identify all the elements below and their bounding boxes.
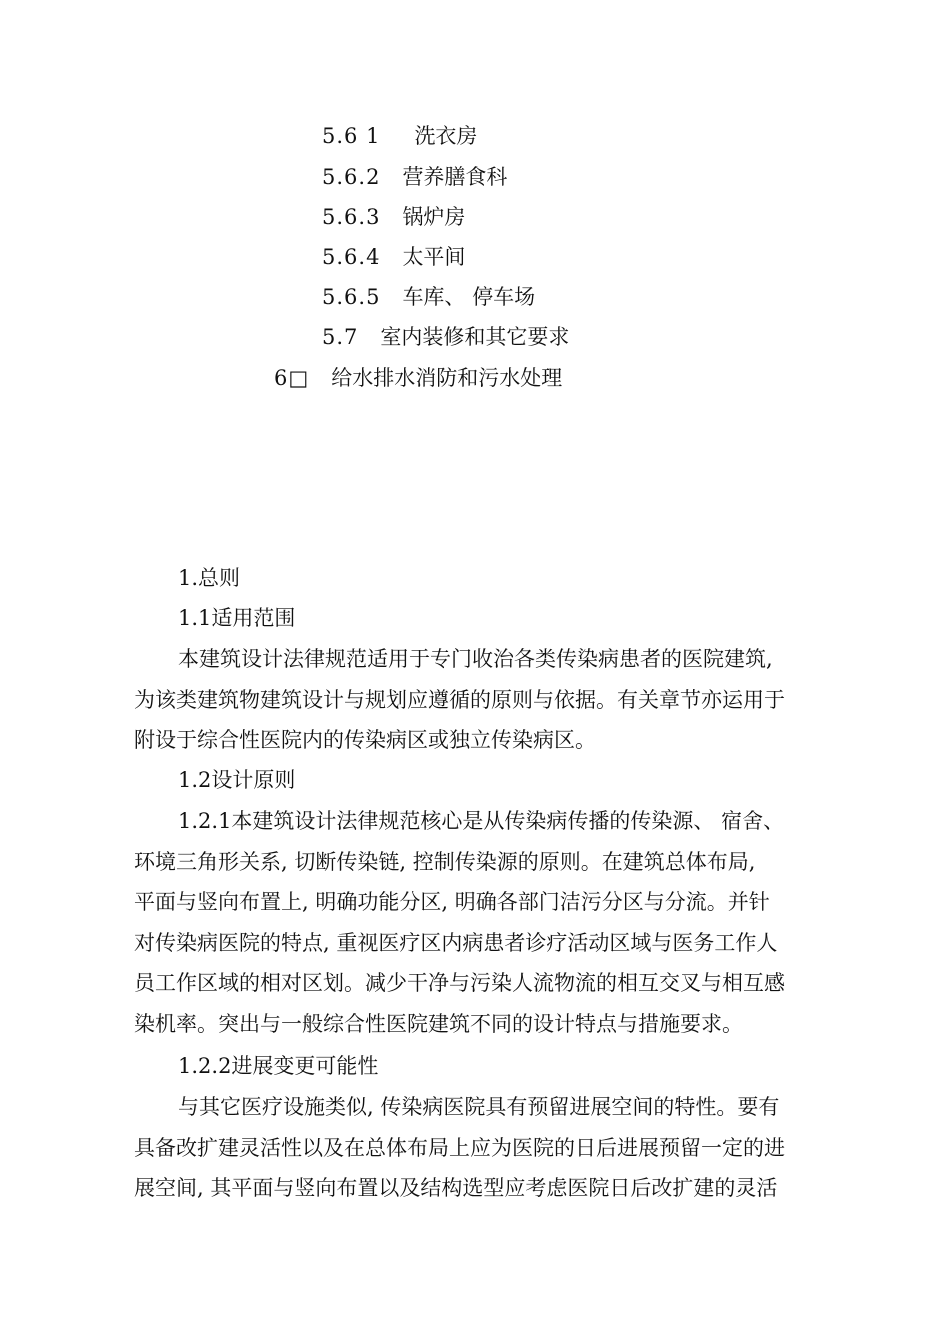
paragraph-line: 本建筑设计法律规范适用于专门收治各类传染病患者的医院建筑,	[178, 647, 773, 671]
toc-title: 洗衣房	[414, 124, 478, 148]
paragraph-principles	[134, 801, 854, 1044]
paragraph-line: 具备改扩建灵活性以及在总体布局上应为医院的日后进展预留一定的进	[134, 1135, 785, 1160]
toc-number: 6□	[274, 366, 310, 390]
toc-title: 给水排水消防和污水处理	[331, 366, 563, 390]
toc-entry-5-6-1	[322, 116, 477, 156]
toc-title: 太平间	[402, 245, 466, 269]
paragraph-line: 员工作区域的相对区划。减少干净与污染人流物流的相互交叉与相互感	[134, 971, 785, 995]
section-heading-1-1	[178, 598, 295, 638]
toc-entry-5-6-5	[322, 277, 535, 317]
section-heading-1	[178, 558, 240, 598]
heading-text: 1.总则	[178, 566, 241, 590]
toc-number: 5.6 1	[322, 124, 381, 148]
heading-text: 1.2.2进展变更可能性	[178, 1054, 379, 1078]
toc-number: 5.7	[322, 325, 359, 349]
paragraph-line: 与其它医疗设施类似, 传染病医院具有预留进展空间的特性。要有	[178, 1095, 780, 1119]
toc-entry-5-6-2	[322, 157, 507, 197]
paragraph-line: 为该类建筑物建筑设计与规划应遵循的原则与依据。有关章节亦运用于	[134, 687, 785, 712]
toc-title: 室内装修和其它要求	[380, 325, 570, 349]
section-heading-1-2	[178, 760, 295, 800]
toc-number: 5.6.4	[322, 245, 381, 269]
toc-number: 5.6.3	[322, 205, 381, 229]
section-heading-1-2-2	[178, 1046, 378, 1086]
paragraph-line: 环境三角形关系, 切断传染链, 控制传染源的原则。在建筑总体布局,	[134, 849, 756, 874]
paragraph-development	[134, 1087, 854, 1209]
paragraph-line: 附设于综合性医院内的传染病区或独立传染病区。	[134, 728, 596, 752]
toc-entry-5-6-3	[322, 197, 465, 237]
toc-title: 车库、 停车场	[402, 285, 536, 309]
paragraph-line: 染机率。突出与一般综合性医院建筑不同的设计特点与措施要求。	[134, 1011, 743, 1036]
toc-number: 5.6.5	[322, 285, 381, 309]
toc-entry-6	[274, 358, 562, 398]
toc-title: 营养膳食科	[402, 165, 508, 189]
toc-entry-5-7	[322, 317, 569, 357]
toc-entry-5-6-4	[322, 237, 465, 277]
toc-title: 锅炉房	[402, 205, 466, 229]
paragraph-line: 对传染病医院的特点, 重视医疗区内病患者诊疗活动区域与医务工作人	[134, 930, 778, 955]
paragraph-line: 1.2.1本建筑设计法律规范核心是从传染病传播的传染源、 宿舍、	[178, 809, 785, 833]
paragraph-scope	[134, 639, 854, 761]
toc-number: 5.6.2	[322, 165, 381, 189]
paragraph-line: 平面与竖向布置上, 明确功能分区, 明确各部门洁污分区与分流。并针	[134, 890, 770, 914]
paragraph-line: 展空间, 其平面与竖向布置以及结构选型应考虑医院日后改扩建的灵活	[134, 1176, 778, 1200]
heading-text: 1.1适用范围	[178, 606, 296, 630]
heading-text: 1.2设计原则	[178, 768, 296, 792]
